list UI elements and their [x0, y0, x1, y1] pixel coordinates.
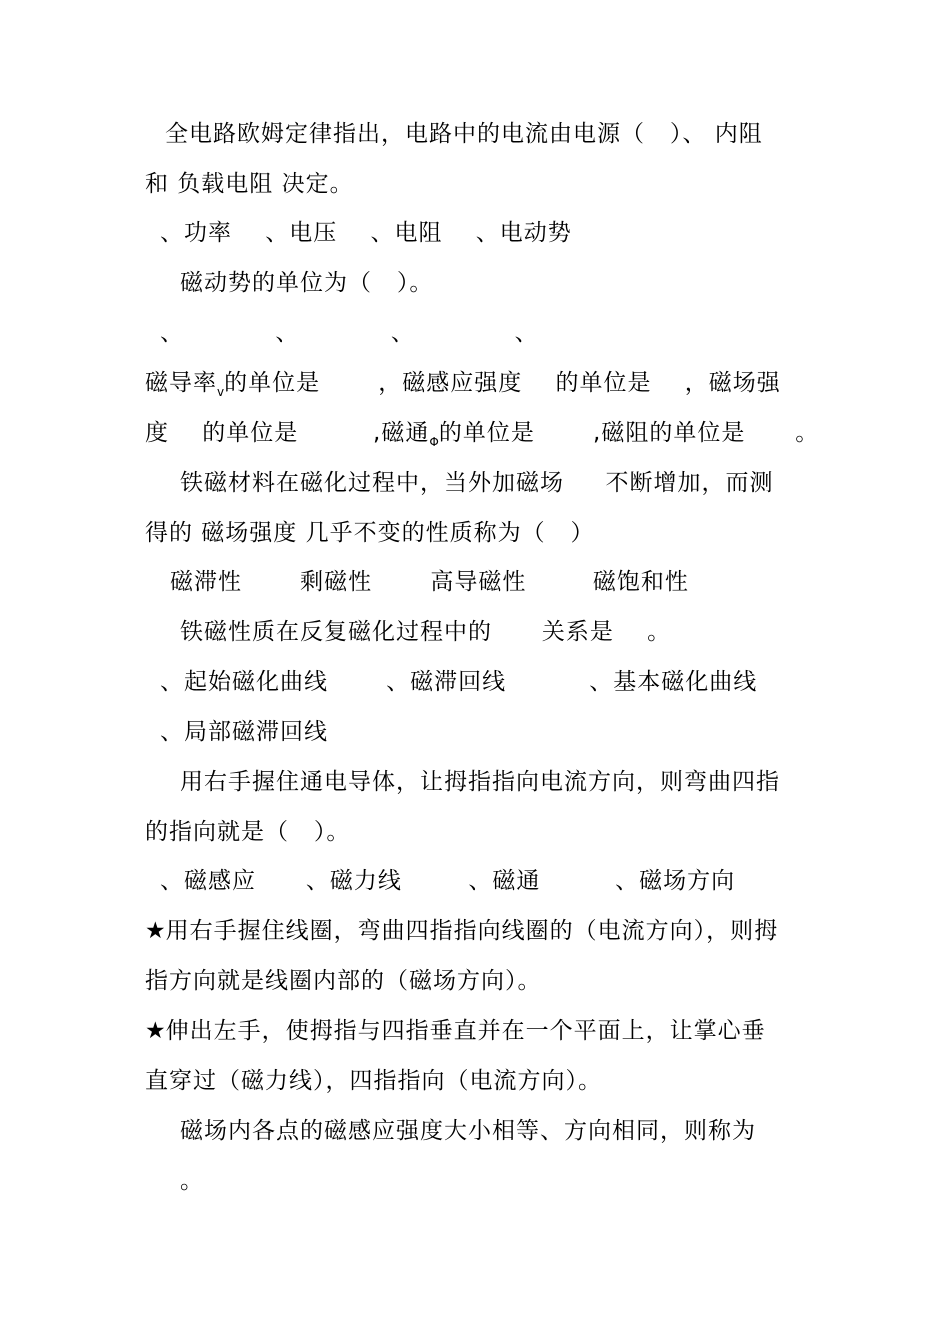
star-icon: ★: [145, 1018, 166, 1044]
permeability-symbol: v: [217, 385, 225, 399]
star-icon: ★: [145, 918, 166, 944]
q6-stem-cont: 的指向就是（ ）。: [145, 819, 351, 845]
q7-stem: 磁场内各点的磁感应强度大小相等、方向相同，则称为: [180, 1118, 756, 1144]
q2-stem: 磁动势的单位为（ ）。: [180, 270, 434, 296]
q6-options: 、磁感应 、磁力线 、磁通 、磁场方向: [160, 868, 736, 894]
q3-line2: 度 的单位是 ,磁通$_\Phi$的单位是 ,磁阻的单位是 。: [145, 420, 820, 449]
permeability-label: 磁导率: [145, 370, 217, 396]
flux-label: 磁通: [381, 420, 430, 446]
q1-stem: 全电路欧姆定律指出，电路中的电流由电源（ ）、 内阻: [165, 121, 763, 147]
note2-text: 伸出左手，使拇指与四指垂直并在一个平面上，让掌心垂: [165, 1018, 766, 1044]
q3-line1-rest: 的单位是 ，磁感应强度 的单位是 ，磁场强: [224, 370, 781, 396]
q4-stem-cont: 得的 磁场强度 几乎不变的性质称为（ ）: [145, 520, 595, 546]
note2-line1: [145, 1015, 766, 1047]
note1-line2: 指方向就是线圈内部的（磁场方向）。: [145, 968, 542, 994]
note1-line1: [145, 915, 778, 947]
note1-text: 用右手握住线圈，弯曲四指指向线圈的（电流方向），则拇: [165, 918, 779, 944]
q5-options: 、起始磁化曲线 、磁滞回线 、基本磁化曲线: [160, 669, 758, 695]
q7-stem-cont: 。: [180, 1168, 204, 1194]
q2-options: 、 、 、 、: [160, 320, 539, 346]
note2-line2: 直穿过（磁力线），四指指向（电流方向）。: [145, 1068, 602, 1094]
flux-symbol: Φ: [429, 435, 439, 449]
q3-line1: [145, 367, 781, 408]
q4-stem: 铁磁材料在磁化过程中，当外加磁场 不断增加，而测: [180, 470, 774, 496]
q3-line2-start: 度 的单位是: [145, 420, 299, 446]
q5-stem: 铁磁性质在反复磁化过程中的 关系是 。: [180, 619, 672, 645]
q4-options: 磁滞性 剩磁性 高导磁性 磁饱和性: [170, 569, 689, 595]
q5-options-cont: 、局部磁滞回线: [160, 719, 328, 745]
flux-unit-text: 的单位是: [438, 420, 535, 446]
reluctance-text: 磁阻的单位是 。: [601, 420, 820, 446]
q1-options: 、功率 、电压 、电阻 、电动势: [160, 220, 572, 246]
q1-stem-cont: 和 负载电阻 决定。: [145, 171, 354, 197]
q6-stem: 用右手握住通电导体，让拇指指向电流方向，则弯曲四指: [180, 769, 780, 795]
